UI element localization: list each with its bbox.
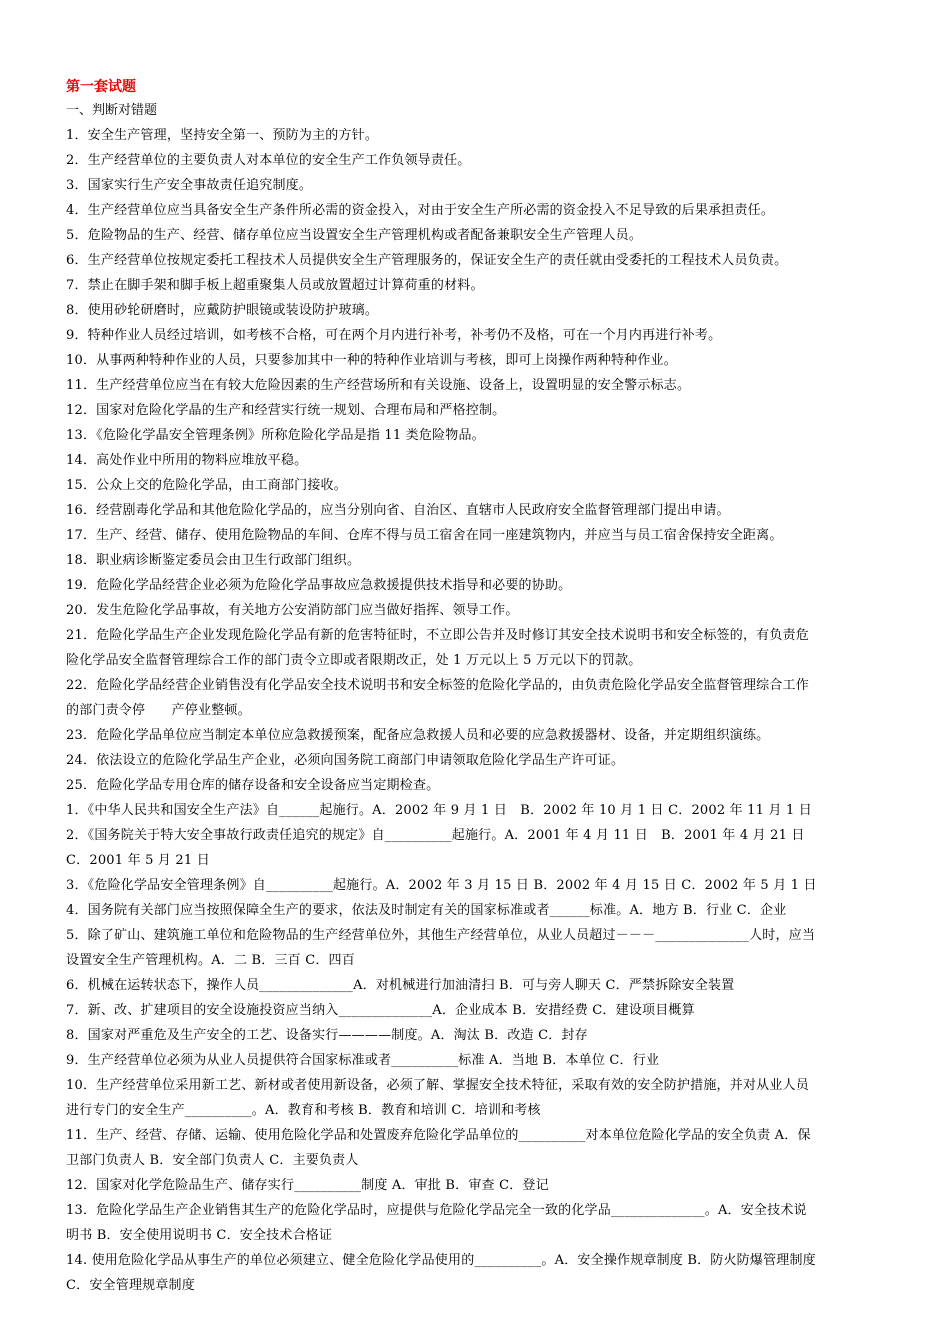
question-line: 2．《国务院关于特大安全事故行政责任追究的规定》自__________起施行。A．2001 年 4 月 11 日 B．2001 年 4 月 21 日: [66, 828, 805, 843]
question-line: 12．国家对危险化学晶的生产和经营实行统一规划、合理布局和严格控制。: [66, 403, 506, 418]
question-line: 10．生产经营单位采用新工艺、新材或者使用新设备，必须了解、掌握安全技术特征，采取有效的安全防护措施，并对从业人员: [66, 1078, 809, 1093]
question-line: 险化学品安全监督管理综合工作的部门责令立即或者限期改正，处 1 万元以上 5 万元以下的罚款。: [66, 653, 642, 668]
question-line: 15．公众上交的危险化学品，由工商部门接收。: [66, 478, 347, 493]
question-line: 的部门责令停 产停业整顿。: [66, 703, 251, 718]
section-heading: 一、判断对错题: [66, 103, 158, 118]
question-line: 18．职业病诊断鉴定委员会由卫生行政部门组织。: [66, 553, 361, 568]
question-line: 明书 B．安全使用说明书 C．安全技术合格证: [66, 1228, 333, 1243]
question-line: 1．《中华人民共和国安全生产法》自______起施行。A．2002 年 9 月 1 日 B．2002 年 10 月 1 日 C．2002 年 11 月 1 日: [66, 803, 812, 818]
question-line: 3．国家实行生产安全事故责任追究制度。: [66, 178, 313, 193]
question-line: 1．安全生产管理，坚持安全第一、预防为主的方针。: [66, 128, 379, 143]
question-line: 13．危险化学品生产企业销售其生产的危险化学品时，应提供与危险化学品完全一致的化学品______________。A．安全技术说: [66, 1203, 807, 1218]
question-line: 3．《危险化学品安全管理条例》自__________起施行。A．2002 年 3 月 15 日 B．2002 年 4 月 15 日 C．2002 年 5 月 1 日: [66, 878, 817, 893]
question-line: 24．依法设立的危险化学品生产企业，必须向国务院工商部门申请领取危险化学品生产许可证。: [66, 753, 625, 768]
question-line: 8．使用砂轮研磨时，应戴防护眼镜或装设防护玻璃。: [66, 303, 379, 318]
question-line: 21．危险化学品生产企业发现危险化学品有新的危害特征时，不立即公告并及时修订其安全技术说明书和安全标签的，有负责危: [66, 628, 809, 643]
question-line: 9．生产经营单位必须为从业人员提供符合国家标准或者__________标准 A．当地 B．本单位 C．行业: [66, 1053, 660, 1068]
question-line: 7．新、改、扩建项目的安全设施投资应当纳入______________A．企业成本 B．安措经费 C．建设项目概算: [66, 1003, 695, 1018]
doc-title: 第一套试题: [66, 79, 136, 95]
question-line: 14．高处作业中所用的物料应堆放平稳。: [66, 453, 308, 468]
question-line: 25．危险化学品专用仓库的储存设备和安全设备应当定期检查。: [66, 778, 440, 793]
question-line: 16．经营剧毒化学品和其他危险化学品的，应当分别向省、自治区、直辖市人民政府安全监督管理部门提出申请。: [66, 503, 730, 518]
question-line: C．安全管理规章制度: [66, 1278, 195, 1293]
question-line: 进行专门的安全生产__________。A．教育和考核 B．教育和培训 C．培训和考核: [66, 1103, 541, 1118]
question-line: 9．特种作业人员经过培训，如考核不合格，可在两个月内进行补考，补考仍不及格，可在一个月内再进行补考。: [66, 328, 722, 343]
question-line: 10．从事两种特种作业的人员，只要参加其中一种的特种作业培训与考核，即可上岗操作两种特种作业。: [66, 353, 677, 368]
document-page: [66, 76, 884, 1298]
question-line: 8．国家对严重危及生产安全的工艺、设备实行————制度。A．淘汰 B．改造 C．封存: [66, 1028, 588, 1043]
question-line: 设置安全生产管理机构。A．二 B．三百 C．四百: [66, 953, 355, 968]
question-line: 11．生产、经营、存储、运输、使用危险化学品和处置废弃危险化学品单位的__________对本单位危险化学品的安全负责 A．保: [66, 1128, 811, 1143]
question-line: 22．危险化学品经营企业销售没有化学品安全技术说明书和安全标签的危险化学品的，由负责危险化学品安全监督管理综合工作: [66, 678, 809, 693]
question-line: 2．生产经营单位的主要负责人对本单位的安全生产工作负领导责任。: [66, 153, 471, 168]
question-line: 11．生产经营单位应当在有较大危险因素的生产经营场所和有关设施、设备上，设置明显的安全警示标志。: [66, 378, 691, 393]
question-line: C．2001 年 5 月 21 日: [66, 853, 210, 868]
question-line: 12．国家对化学危险品生产、储存实行__________制度 A．审批 B．审查 C．登记: [66, 1178, 549, 1193]
question-line: 19．危险化学品经营企业必须为危险化学品事故应急救援提供技术指导和必要的协助。: [66, 578, 572, 593]
question-line: 14. 使用危险化学品从事生产的单位必须建立、健全危险化学品使用的__________。A．安全操作规章制度 B．防火防爆管理制度: [66, 1253, 816, 1268]
question-line: 13．《危险化学晶安全管理条例》所称危险化学品是指 11 类危险物品。: [66, 428, 485, 443]
question-line: 4．生产经营单位应当具备安全生产条件所必需的资金投入，对由于安全生产所必需的资金投入不足导致的后果承担责任。: [66, 203, 775, 218]
question-list: [66, 123, 884, 1298]
question-line: 7．禁止在脚手架和脚手板上超重聚集人员或放置超过计算荷重的材料。: [66, 278, 484, 293]
question-line: 5．危险物品的生产、经营、储存单位应当设置安全生产管理机构或者配备兼职安全生产管理人员。: [66, 228, 643, 243]
question-line: 卫部门负责人 B．安全部门负责人 C．主要负责人: [66, 1153, 359, 1168]
question-line: 4．国务院有关部门应当按照保障全生产的要求，依法及时制定有关的国家标准或者______标准。A．地方 B．行业 C．企业: [66, 903, 787, 918]
question-line: 6．生产经营单位按规定委托工程技术人员提供安全生产管理服务的，保证安全生产的责任就由受委托的工程技术人员负责。: [66, 253, 788, 268]
question-line: 6．机械在运转状态下，操作人员______________A．对机械进行加油清扫 B．可与旁人聊天 C．严禁拆除安全装置: [66, 978, 735, 993]
question-line: 17．生产、经营、储存、使用危险物品的车间、仓库不得与员工宿舍在同一座建筑物内，并应当与员工宿舍保持安全距离。: [66, 528, 783, 543]
question-line: 23．危险化学品单位应当制定本单位应急救援预案，配备应急救援人员和必要的应急救援器材、设备，并定期组织演练。: [66, 728, 770, 743]
question-line: 5．除了矿山、建筑施工单位和危险物品的生产经营单位外，其他生产经营单位，从业人员超过－－－______________人时，应当: [66, 928, 816, 943]
question-line: 20．发生危险化学品事故，有关地方公安消防部门应当做好指挥、领导工作。: [66, 603, 519, 618]
